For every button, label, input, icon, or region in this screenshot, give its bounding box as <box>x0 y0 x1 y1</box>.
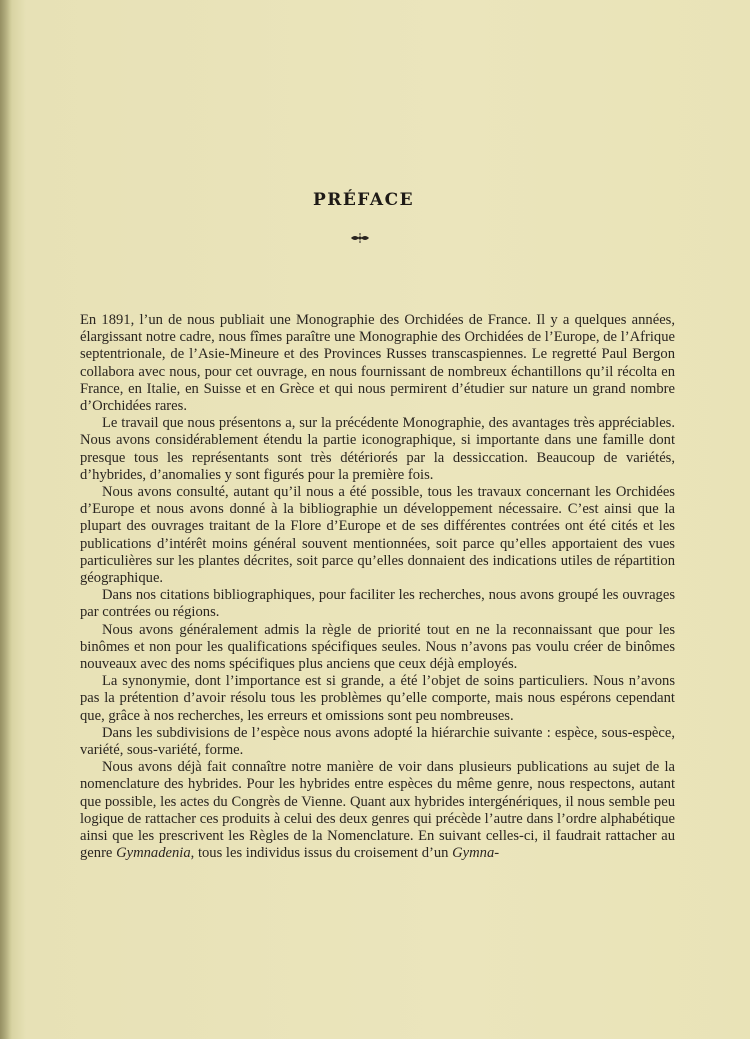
paragraph-text: Nous avons déjà fait connaître notre manière de voir dans plusieurs publications au sujet de la nomenclature des hybrides. Pour les hybrides entre espèces du même genre, nous respectons, autant que possible, les actes du Congrès de Vienne. Quant aux hybrides intergénériques, il nous semble peu logique de rattacher ces produits à celui des deux genres qui précède l’autre dans l’ordre alphabétique ainsi que les prescrivent les Règles de la Nomenclature. En suivant celles-ci, il faudrait rattacher au genre <box>80 759 675 862</box>
genus-name-fragment: Gymna- <box>452 845 500 862</box>
paragraph: En 1891, l’un de nous publiait une Monographie des Orchidées de France. Il y a quelques années, élargissant notre cadre, nous fîmes paraître une Monographie des Orchidées de l’Europe, de l’Afrique septentrionale, de l’Asie-Mineure et des Provinces Russes transcaspiennes. Le regretté Paul Bergon collabora avec nous, pour cet ouvrage, en nous fournissant de nombreux échantillons qu’il récolta en France, en Italie, en Suisse et en Grèce et qui nous permirent d’étudier sur nature un grand nombre d’Orchidées rares. <box>80 312 675 415</box>
paragraph: Nous avons consulté, autant qu’il nous a été possible, tous les travaux concernant les Orchidées d’Europe et nous avons donné à la bibliographie un développement nécessaire. C’est ainsi que la plupart des ouvrages traitant de la Flore d’Europe et de ses différentes contrées ont été cités et les publications d’intérêt moins général souvent mentionnées, soit parce qu’elles apportaient des vues particulières sur les plantes décrites, soit parce qu’elles donnaient des indications utiles de répartition géographique. <box>80 484 675 587</box>
paragraph: Nous avons généralement admis la règle de priorité tout en ne la reconnaissant que pour les binômes et non pour les qualifications spécifiques seules. Nous n’avons pas voulu créer de binômes nouveaux avec des noms spécifiques plus anciens que ceux déjà employés. <box>80 621 675 673</box>
page-title: PRÉFACE <box>312 190 415 210</box>
paragraph: La synonymie, dont l’importance est si grande, a été l’objet de soins particuliers. Nous n’avons pas la prétention d’avoir résolu tous les problèmes qu’elle comporte, mais nous espérons cependant que, grâce à nos recherches, les erreurs et omissions sont peu nombreuses. <box>80 673 675 724</box>
genus-name: Gymnadenia <box>116 845 191 862</box>
fleuron-ornament-icon <box>350 232 370 244</box>
paragraph-last <box>80 759 675 862</box>
paragraph-text: , tous les individus issus du croisement d’un <box>190 845 453 862</box>
book-spine-shadow <box>0 0 12 1039</box>
paragraph: Dans les subdivisions de l’espèce nous avons adopté la hiérarchie suivante : espèce, sous-espèce, variété, sous-variété, forme. <box>80 724 675 759</box>
preface-body <box>80 312 675 863</box>
paragraph: Dans nos citations bibliographiques, pour faciliter les recherches, nous avons groupé les ouvrages par contrées ou régions. <box>80 587 675 621</box>
paragraph: Le travail que nous présentons a, sur la précédente Monographie, des avantages très appréciables. Nous avons considérablement étendu la partie iconographique, si importante dans une famille dont presque tous les représentants sont très détériorés par la dessiccation. Beaucoup de variétés, d’hybrides, d’anomalies y sont figurés pour la première fois. <box>80 415 675 483</box>
